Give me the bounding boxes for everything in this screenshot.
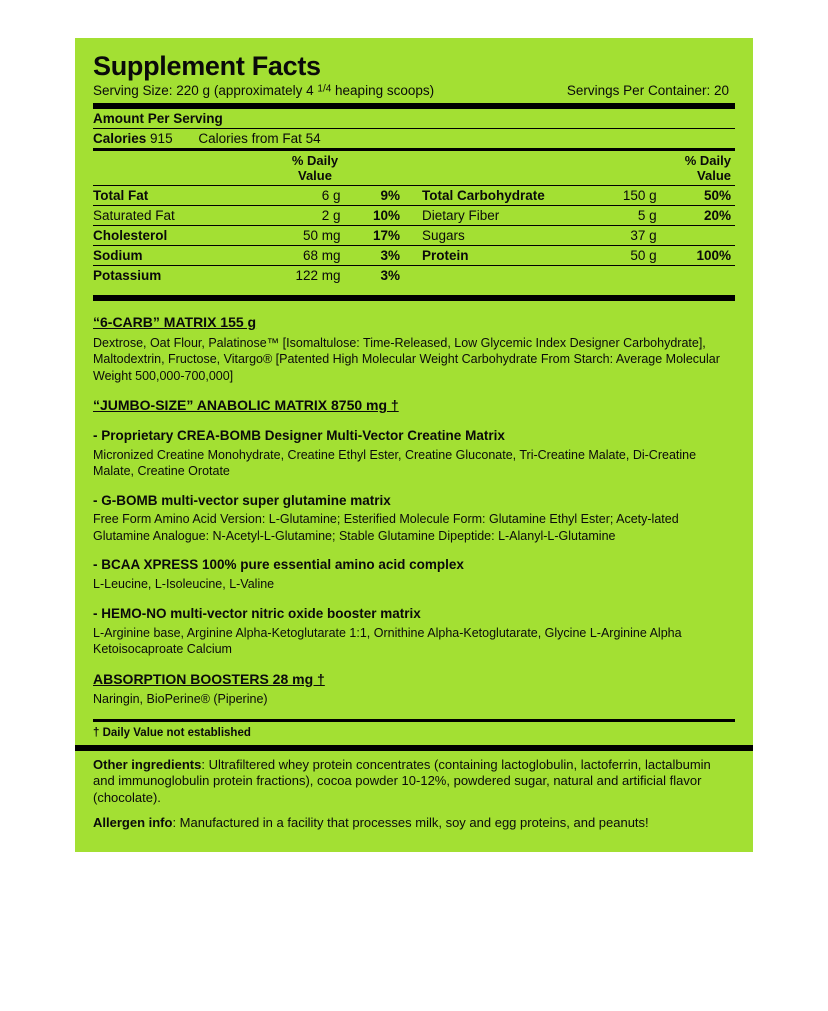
nutrient-amount: 6 g: [277, 186, 352, 206]
dv-header-right-pad: [598, 151, 666, 186]
nutrient-dv: 3%: [353, 246, 414, 266]
nutrient-name: Total Fat: [93, 186, 277, 206]
nutrition-table: [93, 151, 735, 285]
dv-header-left: % Daily Value: [277, 151, 352, 186]
nutrient-name: [414, 266, 598, 286]
calories-value: 915: [150, 131, 173, 147]
calories-label: Calories: [93, 131, 147, 147]
other-ingredients-label: Other ingredients: [93, 756, 202, 772]
nutrient-amount: 68 mg: [277, 246, 352, 266]
nutrient-amount: 50 mg: [277, 226, 352, 246]
table-row: [93, 246, 735, 266]
ingredient-blends: [75, 313, 753, 718]
serving-size-fraction: 1/4: [317, 83, 332, 95]
other-ingredients: [93, 757, 735, 808]
amount-per-serving-label: Amount Per Serving: [93, 111, 223, 127]
allergen-info: [93, 815, 735, 832]
dv-header-spacer-left: [93, 151, 277, 186]
nutrient-dv: 10%: [353, 206, 414, 226]
serving-size-text: Serving Size: 220 g (approximately 4: [93, 83, 318, 99]
nutrient-dv: 9%: [353, 186, 414, 206]
subblend-heading-creabomb: - Proprietary CREA-BOMB Designer Multi-Vector Creatine Matrix: [93, 427, 505, 443]
nutrient-amount: [598, 266, 666, 286]
nutrient-amount: 122 mg: [295, 268, 341, 284]
serving-size-tail: heaping scoops): [331, 83, 435, 99]
nutrient-dv: 50%: [667, 186, 735, 206]
post-blend-space: [93, 709, 735, 719]
serving-info-row: [93, 83, 735, 103]
nutrient-name: Sugars: [414, 226, 598, 246]
nutrient-amount: 37 g: [598, 226, 666, 246]
nutrient-name: Cholesterol: [93, 226, 277, 246]
subblend-body-bcaa: L-Leucine, L-Isoleucine, L-Valine: [93, 577, 275, 592]
supplement-facts-box: [75, 38, 753, 289]
calories-row: [93, 129, 735, 148]
nutrient-name: Dietary Fiber: [414, 206, 598, 226]
nutrient-dv: 17%: [353, 226, 414, 246]
subblend-body-creabomb: Micronized Creatine Monohydrate, Creatine Ethyl Ester, Creatine Gluconate, Tri-Creatine Malate, Di-Creatine Malate, Creatine Orotate: [93, 447, 697, 479]
allergen-info-text: : Manufactured in a facility that processes milk, soy and egg proteins, and peanuts!: [172, 815, 649, 831]
table-row: [93, 206, 735, 226]
subblend-heading-hemono: - HEMO-NO multi-vector nitric oxide booster matrix: [93, 605, 421, 621]
dv-header-spacer-right: [414, 151, 598, 186]
daily-value-note: † Daily Value not established: [93, 726, 251, 739]
blend-heading-absorption: ABSORPTION BOOSTERS 28 mg †: [93, 670, 325, 687]
nutrient-name: Protein: [414, 246, 598, 266]
subblend-heading-gbomb: - G-BOMB multi-vector super glutamine matrix: [93, 492, 391, 508]
calories-from-fat: Calories from Fat 54: [198, 131, 321, 147]
subblend-body-gbomb: Free Form Amino Acid Version: L-Glutamine; Esterified Molecule Form: Glutamine Ethyl Ester; Acety-lated Glutamine Analogue: N-Acetyl-L-Glutamine; Stable Glutamine Dipeptide: L-Alanyl-L-Glutamine: [93, 512, 679, 543]
table-row: [93, 266, 735, 286]
supplement-facts-panel: [75, 38, 753, 852]
blend-body-6carb: Dextrose, Oat Flour, Palatinose™ [Isomaltulose: Time-Released, Low Glycemic Index Designer Carbohydrate], Maltodextrin, Fructose, Vitargo® [Patented High Molecular Weight Carbohydrate From Starch: Average Molecular Weight 500,000-700,000]: [93, 335, 720, 383]
nutrient-amount: 150 g: [598, 186, 666, 206]
subblend-body-hemono: L-Arginine base, Arginine Alpha-Ketoglutarate 1:1, Ornithine Alpha-Ketoglutarate, Glycine L-Arginine Alpha Ketoisocaproate Calcium: [93, 625, 682, 657]
table-row: [93, 226, 735, 246]
nutrient-amount: 50 g: [598, 246, 666, 266]
nutrient-dv: 20%: [667, 206, 735, 226]
other-ingredients-text: : Ultrafiltered whey protein concentrates (containing lactoglobulin, lactoferrin, lactalbumin and immunoglobulin protein fractions), cocoa powder 10-12%, powdered sugar, natural and artificial flavor (chocolate).: [93, 756, 711, 806]
daily-value-header-row: [93, 151, 735, 186]
table-row: [93, 186, 735, 206]
nutrient-dv: [667, 226, 735, 246]
nutrient-dv: 3%: [380, 268, 400, 284]
blend-heading-6carb: “6-CARB” MATRIX 155 g: [93, 314, 257, 331]
dv-header-left-pad: [353, 151, 414, 186]
nutrient-dv: 100%: [667, 246, 735, 266]
subblend-heading-bcaa: - BCAA XPRESS 100% pure essential amino acid complex: [93, 557, 464, 573]
allergen-info-label: Allergen info: [93, 815, 173, 831]
nutrient-name: Saturated Fat: [93, 206, 277, 226]
page-title: Supplement Facts: [93, 51, 321, 81]
dv-header-right: % Daily Value: [667, 151, 735, 186]
nutrient-amount: 2 g: [277, 206, 352, 226]
footer-ingredients: [75, 751, 753, 853]
divider-thick-mid: [93, 295, 735, 301]
nutrient-name: Potassium: [93, 268, 162, 284]
blend-body-absorption: Naringin, BioPerine® (Piperine): [93, 692, 268, 706]
servings-per-container: Servings Per Container: 20: [566, 83, 729, 99]
nutrient-amount: 5 g: [598, 206, 666, 226]
serving-size: [93, 83, 434, 98]
blend-heading-anabolic: “JUMBO-SIZE” ANABOLIC MATRIX 8750 mg †: [93, 397, 399, 414]
nutrient-dv: [667, 266, 735, 286]
nutrient-name: Total Carbohydrate: [414, 186, 598, 206]
nutrient-name: Sodium: [93, 246, 277, 266]
